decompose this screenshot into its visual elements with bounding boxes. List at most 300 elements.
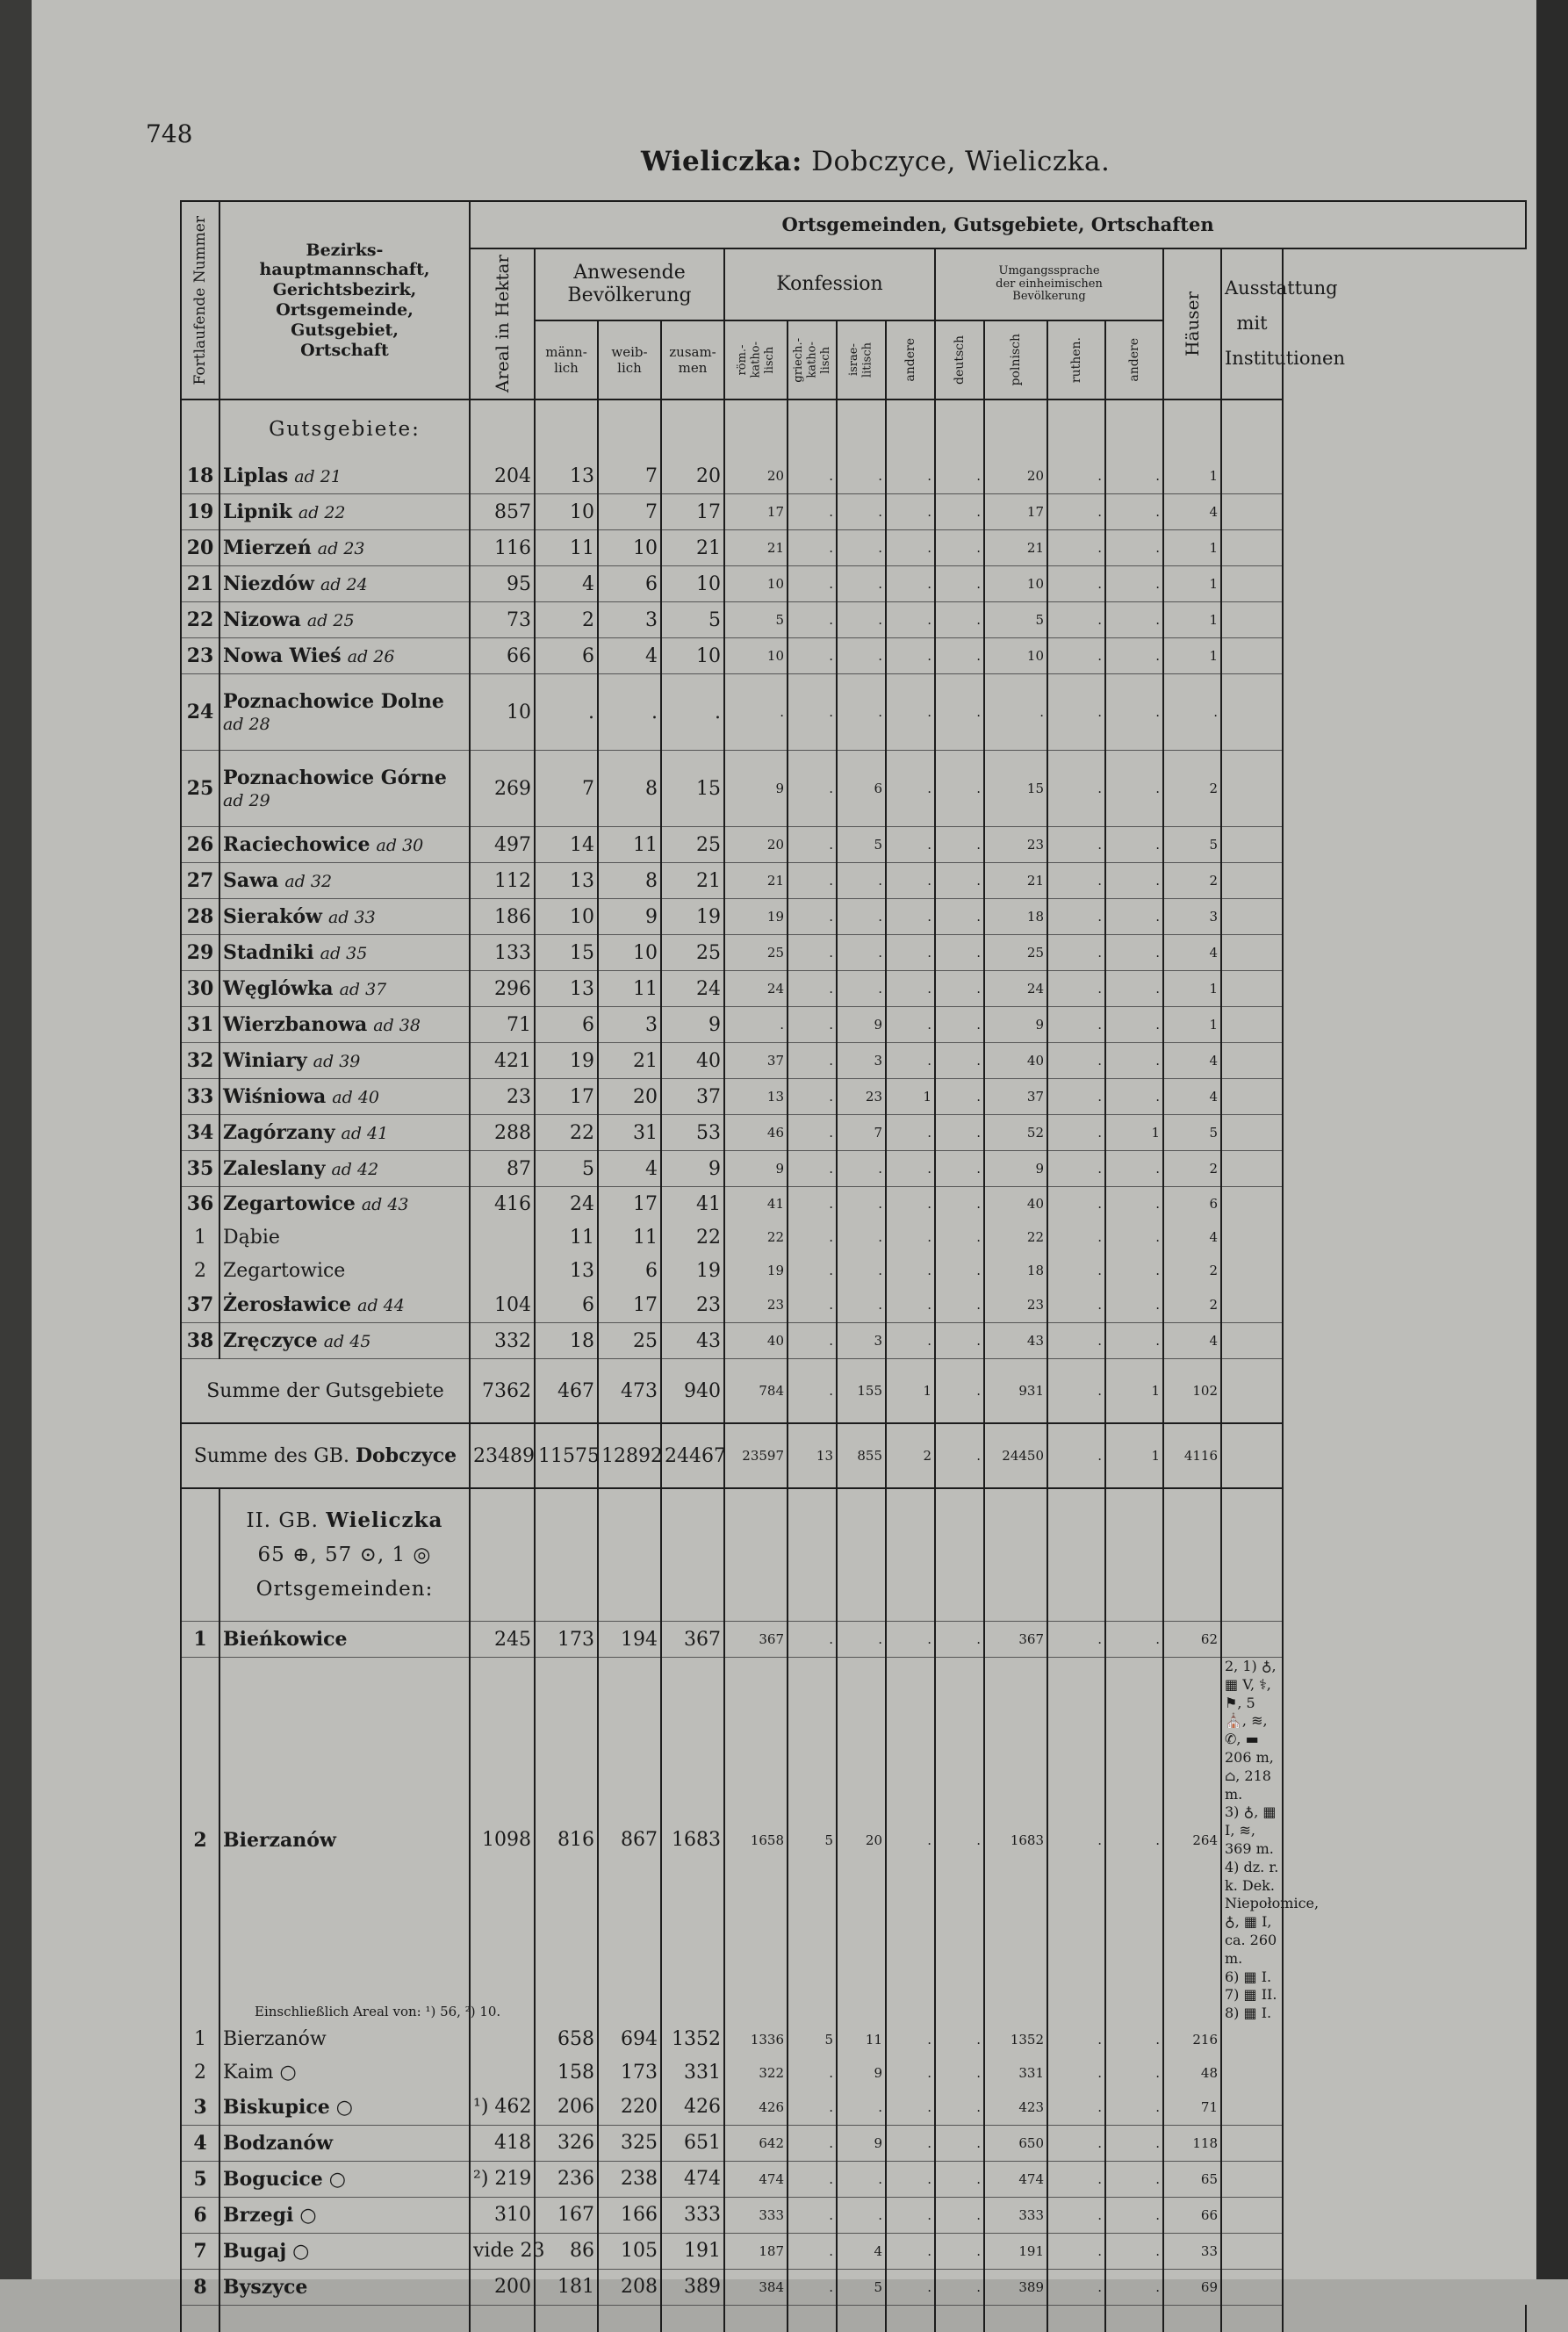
cell-and: . [886, 935, 935, 971]
cell-isr: 20 [837, 1658, 886, 2023]
cell-and: . [886, 2056, 935, 2090]
cell-o: . [1105, 1287, 1163, 1323]
cell-and: . [886, 530, 935, 566]
cell-h: 102 [1163, 1359, 1221, 1424]
cell-rk: 46 [724, 1115, 788, 1151]
cell-areal: 73 [470, 602, 535, 638]
cell-areal: 23 [470, 1079, 535, 1115]
place-name: Byszyce [223, 2275, 308, 2299]
cell-areal: 296 [470, 971, 535, 1007]
section2-bold: Wieliczka [326, 1508, 443, 1532]
cell-name [219, 1622, 470, 1658]
page-number: 748 [146, 119, 193, 148]
reference: ad 40 [332, 1088, 380, 1107]
cell-isr: 4 [837, 2233, 886, 2269]
cell-o: . [1105, 827, 1163, 863]
place-symbol: ○ [329, 2096, 353, 2119]
cell-rk: 40 [724, 1323, 788, 1359]
cell-gk: . [788, 899, 837, 935]
cell-empty [788, 399, 837, 458]
cell-pl: 17 [984, 494, 1047, 530]
cell-z: 24 [661, 971, 724, 1007]
cell-pl: 931 [984, 1359, 1047, 1424]
cell-h: 6 [1163, 1187, 1221, 1221]
cell-and: . [886, 1287, 935, 1323]
cell-pl: 331 [984, 2056, 1047, 2090]
cell-rk: 9 [724, 1151, 788, 1187]
page-edge [1536, 0, 1568, 2279]
cell-areal: 421 [470, 1043, 535, 1079]
table-row [181, 2125, 1526, 2161]
cell-ru: . [1047, 863, 1105, 899]
section-title: Gutsgebiete: [219, 399, 470, 458]
cell-h: 33 [1163, 2233, 1221, 2269]
cell-institutions [1221, 1359, 1283, 1424]
cell-pl: 23 [984, 827, 1047, 863]
cell-rk: . [724, 1007, 788, 1043]
section2-counts: 65 ⊕, 57 ⊙, 1 ◎ [257, 1543, 432, 1566]
cell-w: 20 [598, 1079, 661, 1115]
cell-m: 326 [535, 2125, 598, 2161]
cell-pl: 23 [984, 1287, 1047, 1323]
col-isr-header: israe- litisch [837, 320, 886, 399]
cell-empty [1047, 399, 1105, 458]
cell-w: 166 [598, 2197, 661, 2233]
cell-pl: 24 [984, 971, 1047, 1007]
cell-o: . [1105, 1187, 1163, 1221]
cell-gk: . [788, 1622, 837, 1658]
reference: ad 37 [339, 980, 387, 999]
table-row [181, 751, 1526, 827]
cell-nr: 1 [181, 2023, 219, 2056]
cell-w: 473 [598, 1359, 661, 1424]
cell-institutions [1221, 1043, 1283, 1079]
institution-line: 2, 1) ♁, ▦ V, ⚕, ⚑, 5 ⛪, ≋, ✆, ▬ 206 m, [1225, 1658, 1277, 1766]
cell-and: . [886, 2197, 935, 2233]
col-polnisch-header: polnisch [984, 320, 1047, 399]
cell-institutions [1221, 1079, 1283, 1115]
cell-o: . [1105, 2161, 1163, 2197]
cell-isr: . [837, 1254, 886, 1287]
cell-areal: ¹) 462 [470, 2090, 535, 2126]
cell-nr: 7 [181, 2233, 219, 2269]
cell-institutions [1221, 2161, 1283, 2197]
cell-nr [181, 1488, 219, 1622]
cell-gk: . [788, 1254, 837, 1287]
cell-gk: . [788, 1079, 837, 1115]
cell-institutions [1221, 399, 1283, 458]
cell-name [219, 566, 470, 602]
cell-z: 41 [661, 1187, 724, 1221]
cell-z: 37 [661, 1079, 724, 1115]
cell-areal: 245 [470, 1622, 535, 1658]
cell-o: . [1105, 458, 1163, 494]
cell-ru: . [1047, 2023, 1105, 2056]
cell-empty [935, 2305, 984, 2332]
cell-nr: 21 [181, 566, 219, 602]
table-row [181, 827, 1526, 863]
cell-z: 940 [661, 1359, 724, 1424]
cell-empty [984, 1488, 1047, 1622]
cell-empty [598, 399, 661, 458]
table-row [181, 899, 1526, 935]
cell-o: . [1105, 638, 1163, 674]
cell-ru: . [1047, 1079, 1105, 1115]
cell-m: 2 [535, 602, 598, 638]
cell-de: . [935, 1220, 984, 1254]
cell-o: . [1105, 494, 1163, 530]
cell-ru: . [1047, 971, 1105, 1007]
cell-de: . [935, 827, 984, 863]
cell-and: . [886, 863, 935, 899]
cell-isr: . [837, 2161, 886, 2197]
table-row [181, 674, 1526, 751]
cell-de: . [935, 2197, 984, 2233]
table-row [181, 1622, 1526, 1658]
cell-w: 31 [598, 1115, 661, 1151]
cell-areal: 416 [470, 1187, 535, 1221]
cell-w: 17 [598, 1187, 661, 1221]
cell-gk: . [788, 2090, 837, 2126]
cell-rk: 367 [724, 1622, 788, 1658]
cell-institutions [1221, 2125, 1283, 2161]
cell-empty [661, 399, 724, 458]
cell-h: 1 [1163, 530, 1221, 566]
cell-areal [470, 2056, 535, 2090]
cell-and: . [886, 1151, 935, 1187]
cell-ru: . [1047, 674, 1105, 751]
cell-h: 1 [1163, 566, 1221, 602]
sum-label-bold: Dobczyce [355, 1444, 457, 1467]
cell-ru: . [1047, 602, 1105, 638]
table-row [181, 1115, 1526, 1151]
cell-areal [470, 1220, 535, 1254]
cell-h: 4116 [1163, 1423, 1221, 1488]
cell-w: 6 [598, 1254, 661, 1287]
cell-z: 389 [661, 2269, 724, 2305]
cell-o: . [1105, 751, 1163, 827]
cell-nr: 19 [181, 494, 219, 530]
place-name: Zagórzany [223, 1121, 335, 1144]
place-name: Raciechowice [223, 833, 370, 856]
cell-gk: . [788, 827, 837, 863]
cell-empty [535, 2305, 598, 2332]
cell-de: . [935, 1254, 984, 1287]
cell-areal [470, 1254, 535, 1287]
cell-empty [837, 2305, 886, 2332]
cell-gk: 5 [788, 1658, 837, 2023]
cell-and: . [886, 1115, 935, 1151]
cell-rk: 322 [724, 2056, 788, 2090]
cell-name [219, 751, 470, 827]
cell-name [219, 2161, 470, 2197]
cell-o: . [1105, 1220, 1163, 1254]
cell-nr: 35 [181, 1151, 219, 1187]
cell-name [219, 2090, 470, 2126]
cell-isr: . [837, 530, 886, 566]
cell-rk: 384 [724, 2269, 788, 2305]
cell-o: . [1105, 566, 1163, 602]
place-name: Bugaj [223, 2239, 287, 2263]
cell-z: 24467 [661, 1423, 724, 1488]
running-title: Wieliczka: Dobczyce, Wieliczka. [641, 146, 1111, 177]
cell-o: . [1105, 2023, 1163, 2056]
cell-and: . [886, 899, 935, 935]
cell-rk: 20 [724, 458, 788, 494]
cell-pl: 40 [984, 1187, 1047, 1221]
table-row [181, 1187, 1526, 1221]
cell-m: 10 [535, 494, 598, 530]
cell-h: . [1163, 674, 1221, 751]
cell-m: 10 [535, 899, 598, 935]
cell-m: 17 [535, 1079, 598, 1115]
table-row [181, 1287, 1526, 1323]
cell-m: 206 [535, 2090, 598, 2126]
cell-de: . [935, 2269, 984, 2305]
cell-h: 1 [1163, 1007, 1221, 1043]
cell-and: . [886, 566, 935, 602]
cell-o: . [1105, 1254, 1163, 1287]
place-name: Mierzeń [223, 536, 312, 559]
cell-isr: 23 [837, 1079, 886, 1115]
cell-z: 19 [661, 1254, 724, 1287]
section2-title [219, 1488, 470, 1622]
cell-gk: . [788, 1115, 837, 1151]
reference: ad 28 [223, 714, 270, 734]
cell-name [219, 1115, 470, 1151]
cell-ru: . [1047, 2056, 1105, 2090]
table-row [181, 530, 1526, 566]
cell-o: . [1105, 935, 1163, 971]
col-deutsch-header: deutsch [935, 320, 984, 399]
cell-o: . [1105, 1043, 1163, 1079]
cell-areal: 133 [470, 935, 535, 971]
cell-ru: . [1047, 1151, 1105, 1187]
cell-name [219, 1079, 470, 1115]
cell-m: 14 [535, 827, 598, 863]
cell-isr: 9 [837, 2056, 886, 2090]
cell-m: 467 [535, 1359, 598, 1424]
reference: ad 22 [298, 503, 346, 522]
cell-name [219, 1323, 470, 1359]
cell-empty [724, 399, 788, 458]
group-header: Ortsgemeinden, Gutsgebiete, Ortschaften [470, 201, 1526, 248]
cell-z: 17 [661, 494, 724, 530]
cell-areal: 71 [470, 1007, 535, 1043]
cell-and: . [886, 602, 935, 638]
cell-and: 2 [886, 1423, 935, 1488]
cell-empty [724, 1488, 788, 1622]
col-haeuser-header: Häuser [1163, 248, 1221, 399]
cell-areal: 186 [470, 899, 535, 935]
reference: ad 30 [376, 836, 424, 855]
cell-gk: . [788, 602, 837, 638]
reference: ad 38 [373, 1016, 421, 1035]
cell-gk: 13 [788, 1423, 837, 1488]
cell-institutions [1221, 1007, 1283, 1043]
table-row [181, 2269, 1526, 2305]
cell-rk: 17 [724, 494, 788, 530]
cell-and: . [886, 1622, 935, 1658]
col-gk-header: griech.- katho- lisch [788, 320, 837, 399]
cell-m: 15 [535, 935, 598, 971]
cell-institutions [1221, 1622, 1283, 1658]
cell-empty [886, 2305, 935, 2332]
cell-o: . [1105, 2125, 1163, 2161]
cell-o: . [1105, 674, 1163, 751]
cell-gk: . [788, 1007, 837, 1043]
cell-nr: 6 [181, 2197, 219, 2233]
place-name: Węglówka [223, 977, 334, 1000]
cell-de: . [935, 566, 984, 602]
cell-w: 17 [598, 1287, 661, 1323]
cell-nr: 1 [181, 1220, 219, 1254]
cell-w: 173 [598, 2056, 661, 2090]
cell-empty [886, 399, 935, 458]
umgangssprache-header: Umgangssprache der einheimischen Bevölkerung [935, 248, 1163, 320]
cell-rk: . [724, 674, 788, 751]
cell-m: 6 [535, 1287, 598, 1323]
cell-h: 65 [1163, 2161, 1221, 2197]
cell-pl: 9 [984, 1151, 1047, 1187]
cell-pl: 367 [984, 1622, 1047, 1658]
cell-o: 1 [1105, 1423, 1163, 1488]
section2-prefix: II. GB. [246, 1508, 327, 1532]
cell-empty [470, 2305, 535, 2332]
cell-name [219, 1151, 470, 1187]
table-row [181, 566, 1526, 602]
table-subrow [181, 1220, 1526, 1254]
cell-institutions [1221, 638, 1283, 674]
cell-areal: vide 23 [470, 2233, 535, 2269]
cell-w: 8 [598, 751, 661, 827]
cell-institutions [1221, 971, 1283, 1007]
cell-pl: 18 [984, 1254, 1047, 1287]
col-w-header: weib- lich [598, 320, 661, 399]
cell-name [219, 1658, 470, 2023]
cell-o: . [1105, 2269, 1163, 2305]
cell-isr: 5 [837, 827, 886, 863]
cell-z: 20 [661, 458, 724, 494]
footnote: Einschließlich Areal von: ¹) 56, ²) 10. [255, 2004, 501, 2019]
cell-z: 19 [661, 899, 724, 935]
cell-de: . [935, 1043, 984, 1079]
cell-m: 11 [535, 530, 598, 566]
cell-gk: . [788, 494, 837, 530]
cell-o: . [1105, 2090, 1163, 2126]
cell-rk: 10 [724, 566, 788, 602]
cell-w: 694 [598, 2023, 661, 2056]
cell-z: 331 [661, 2056, 724, 2090]
cell-z: 40 [661, 1043, 724, 1079]
cell-areal [470, 399, 535, 458]
cell-w: . [598, 674, 661, 751]
cell-nr: 2 [181, 1658, 219, 2023]
cell-isr: 7 [837, 1115, 886, 1151]
cell-areal: 204 [470, 458, 535, 494]
cell-de: . [935, 2161, 984, 2197]
cell-nr: 23 [181, 638, 219, 674]
table-row [181, 935, 1526, 971]
place-name: Wiśniowa [223, 1085, 327, 1108]
cell-nr: 5 [181, 2161, 219, 2197]
cell-ru: . [1047, 1359, 1105, 1424]
reference: ad 32 [284, 872, 333, 891]
cell-and: . [886, 1187, 935, 1221]
cell-z: 5 [661, 602, 724, 638]
cell-and: . [886, 827, 935, 863]
cell-nr: 36 [181, 1187, 219, 1221]
cell-de: . [935, 1187, 984, 1221]
cell-h: 66 [1163, 2197, 1221, 2233]
sum-label-text: Summe des GB. [193, 1445, 356, 1467]
cell-h: 2 [1163, 1254, 1221, 1287]
cell-institutions [1221, 1220, 1283, 1254]
cell-nr: 33 [181, 1079, 219, 1115]
cell-de: . [935, 458, 984, 494]
place-name: Zręczyce [223, 1329, 318, 1352]
cell-o: . [1105, 1007, 1163, 1043]
place-name: Sawa [223, 869, 279, 892]
cell-rk: 24 [724, 971, 788, 1007]
cell-isr: . [837, 971, 886, 1007]
table-row [181, 2161, 1526, 2197]
cell-nr: 2 [181, 2056, 219, 2090]
cell-nr: 37 [181, 1287, 219, 1323]
cell-empty [661, 2305, 724, 2332]
institution-line: 8) ▦ I. [1225, 2005, 1272, 2022]
cell-gk: . [788, 638, 837, 674]
table-row [181, 2197, 1526, 2233]
cell-ru: . [1047, 2269, 1105, 2305]
cell-name [219, 899, 470, 935]
cell-empty [1163, 1488, 1221, 1622]
cell-w: 21 [598, 1043, 661, 1079]
cell-isr: 3 [837, 1043, 886, 1079]
cell-pl: 21 [984, 863, 1047, 899]
cell-m: 11575 [535, 1423, 598, 1488]
reference: ad 43 [361, 1195, 409, 1214]
cell-m: 6 [535, 1007, 598, 1043]
cell-ru: . [1047, 2161, 1105, 2197]
cell-name [219, 530, 470, 566]
cell-empty [1105, 1488, 1163, 1622]
place-name: Zegartowice [223, 1192, 356, 1215]
place-name: Bodzanów [223, 2131, 334, 2155]
cell-institutions [1221, 1488, 1283, 1622]
place-name: Lipnik [223, 500, 292, 523]
cell-o: 1 [1105, 1359, 1163, 1424]
cell-and: . [886, 1658, 935, 2023]
institution-line: 3) ♁, ▦ I, ≋, 369 m. [1225, 1803, 1277, 1857]
cell-pl: 474 [984, 2161, 1047, 2197]
cell-w: 3 [598, 602, 661, 638]
cell-pl: 650 [984, 2125, 1047, 2161]
col-institutions-header: Ausstattung mit Institutionen [1221, 248, 1283, 399]
institutions-list [1225, 1658, 1320, 2023]
cell-areal [470, 2023, 535, 2056]
cell-pl: 25 [984, 935, 1047, 971]
cell-institutions [1221, 899, 1283, 935]
cell-rk: 19 [724, 899, 788, 935]
reference: ad 45 [323, 1332, 371, 1351]
place-name: Brzegi [223, 2203, 294, 2227]
cell-institutions [1221, 2197, 1283, 2233]
cell-gk: . [788, 1187, 837, 1221]
reference: ad 42 [331, 1160, 379, 1179]
cell-isr: 9 [837, 1007, 886, 1043]
cell-z: . [661, 674, 724, 751]
